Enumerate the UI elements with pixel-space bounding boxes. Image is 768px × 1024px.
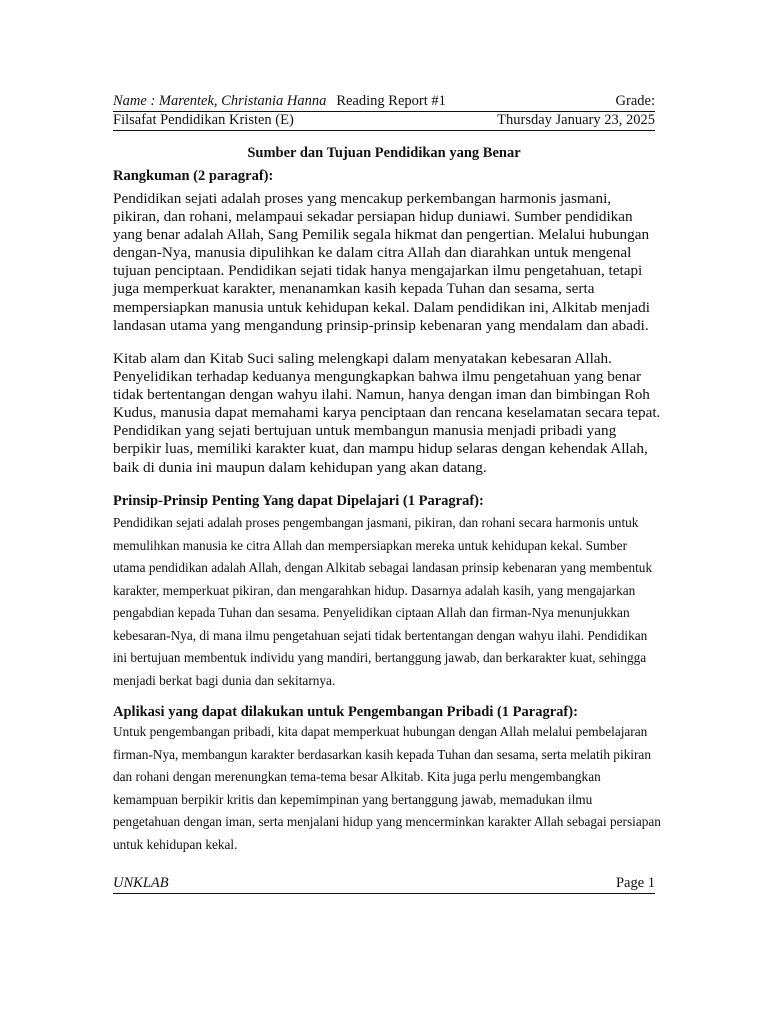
page-footer (113, 874, 655, 894)
grade-label: Grade: (615, 93, 655, 109)
header-left-group (113, 93, 446, 110)
application-paragraph: Untuk pengembangan pribadi, kita dapat memperkuat hubungan dengan Allah melalui pembelajaran firman-Nya, membangun karakter berdasarkan kasih kepada Tuhan dan sesama, serta melatih pikiran dan rohani dengan merenungkan tema-tema besar Alkitab. Kita juga perlu mengembangkan kemampuan berpikir kritis dan kepemimpinan yang bertanggung jawab, memadukan ilmu pengetahuan dengan iman, serta menjalani hidup yang mencerminkan karakter Allah sebagai persiapan untuk kehidupan kekal. (113, 724, 661, 852)
header-top-row (113, 92, 655, 112)
summary-heading: Rangkuman (2 paragraf): (113, 168, 274, 184)
institution-label: UNKLAB (113, 875, 169, 891)
report-date: Thursday January 23, 2025 (497, 112, 655, 128)
summary-paragraph-2: Kitab alam dan Kitab Suci saling melengkapi dalam menyatakan kebesaran Allah. Penyelidikan terhadap keduanya mengungkapkan bahwa ilmu pengetahuan yang benar tidak bertentangan dengan wahyu ilahi. Namun, hanya dengan iman dan bimbingan Roh Kudus, manusia dapat memahami karya penciptaan dan rencana keselamatan secara tepat. Pendidikan yang sejati bertujuan untuk membangun manusia menjadi pribadi yang berpikir luas, memiliki karakter kuat, dan mampu hidup selaras dengan kehendak Allah, baik di dunia ini maupun dalam kehidupan yang akan datang. (113, 350, 661, 476)
course-name: Filsafat Pendidikan Kristen (E) (113, 112, 294, 128)
page-number: Page 1 (615, 875, 655, 891)
principles-paragraph: Pendidikan sejati adalah proses pengembangan jasmani, pikiran, dan rohani secara harmonis untuk memulihkan manusia ke citra Allah dan mempersiapkan mereka untuk kehidupan kekal. Sumber utama pendidikan adalah Allah, dengan Alkitab sebagai landasan prinsip kebenaran yang membentuk karakter, memperkuat pikiran, dan mengarahkan hidup. Dasarnya adalah kasih, yang mengajarkan pengabdian kepada Tuhan dan sesama. Penyelidikan ciptaan Allah dan firman-Nya menunjukkan kebesaran-Nya, di mana ilmu pengetahuan sejati tidak bertentangan dengan wahyu ilahi. Pendidikan ini bertujuan membentuk individu yang mandiri, bertanggung jawab, dan berkarakter kuat, sehingga menjadi berkat bagi dunia dan sekitarnya. (113, 515, 653, 688)
summary-paragraph-1: Pendidikan sejati adalah proses yang mencakup perkembangan harmonis jasmani, pikiran, dan rohani, melampaui sekadar persiapan hidup duniawi. Sumber pendidikan yang benar adalah Allah, Sang Pemilik segala hikmat dan pengertian. Melalui hubungan dengan-Nya, manusia dipulihkan ke dalam citra Allah dan diarahkan untuk mengenal tujuan penciptaan. Pendidikan sejati tidak hanya mengajarkan ilmu pengetahuan, tetapi juga memperkuat karakter, menanamkan kasih kepada Tuhan dan sesama, serta mempersiapkan manusia untuk kehidupan kekal. Dalam pendidikan ini, Alkitab menjadi landasan utama yang mengandung prinsip-prinsip kebenaran yang mendalam dan abadi. (113, 190, 650, 334)
application-heading: Aplikasi yang dapat dilakukan untuk Pengembangan Pribadi (1 Paragraf): (113, 704, 578, 720)
student-name: Name : Marentek, Christania Hanna (113, 93, 327, 109)
document-title: Sumber dan Tujuan Pendidikan yang Benar (247, 145, 521, 161)
header-second-row (113, 111, 655, 131)
report-label: Reading Report #1 (336, 93, 446, 109)
principles-heading: Prinsip-Prinsip Penting Yang dapat Dipelajari (1 Paragraf): (113, 493, 484, 509)
